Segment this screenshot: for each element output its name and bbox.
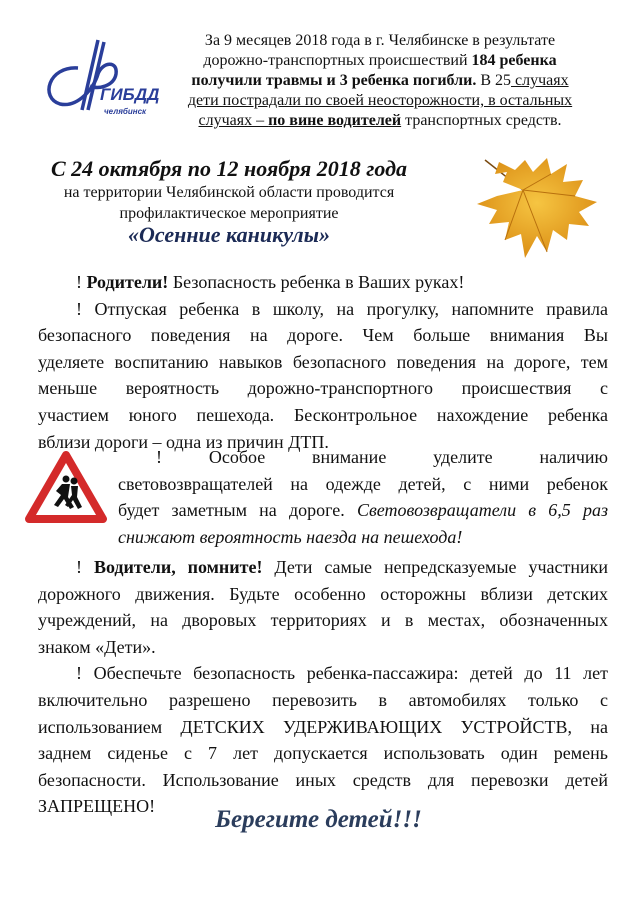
text-line bbox=[172, 111, 588, 131]
reflectors-paragraph bbox=[118, 444, 608, 550]
text-line bbox=[38, 714, 608, 741]
text-segment: безопасности. Использование иных средств для перевозки детей bbox=[38, 769, 608, 790]
text-segment: случаях bbox=[511, 72, 569, 89]
text-segment: будет заметным на дороге. bbox=[118, 500, 357, 521]
text-line bbox=[38, 767, 608, 794]
text-segment: ! Особое внимание уделите наличию bbox=[156, 447, 608, 467]
text-segment: заднем сиденье с 7 лет допускается использовать один ремень bbox=[38, 743, 608, 764]
text-line bbox=[118, 471, 608, 498]
text-segment: ЗАПРЕЩЕНО! bbox=[38, 796, 156, 817]
text-segment: С 24 октября по 12 ноября 2018 года bbox=[50, 156, 408, 181]
text-line bbox=[38, 607, 608, 634]
text-segment: случаях – bbox=[198, 112, 269, 129]
text-line bbox=[38, 402, 608, 429]
text-line bbox=[38, 375, 608, 402]
text-segment: ! Обеспечьте безопасность ребенка-пассажира: детей до 11 лет bbox=[76, 663, 608, 684]
text-segment: транспортных средств. bbox=[401, 112, 562, 129]
text-line bbox=[38, 687, 608, 714]
children-warning-sign-icon bbox=[26, 451, 106, 523]
text-segment: световозвращателей на одежде детей, с ними ребенок bbox=[118, 473, 608, 494]
text-line bbox=[118, 497, 608, 524]
gibdd-logo bbox=[38, 38, 160, 118]
intro-paragraph bbox=[172, 31, 588, 131]
drivers-paragraph bbox=[38, 554, 608, 820]
text-segment: по вине водителей bbox=[268, 112, 402, 129]
text-line bbox=[38, 740, 608, 767]
text-segment: участием юного пешехода. Бесконтрольное нахождение ребенка bbox=[38, 404, 608, 425]
parents-paragraph bbox=[38, 269, 608, 455]
text-segment: дорожного движения. Будьте особенно осторожны вблизи детских bbox=[38, 583, 608, 604]
text-segment: уделяете воспитанию навыков безопасного поведения на дороге, тем bbox=[38, 351, 608, 372]
text-line bbox=[38, 581, 608, 608]
text-segment: Родители! bbox=[86, 272, 169, 292]
text-segment: Водители, помните! bbox=[93, 557, 263, 577]
text-segment: снижают вероятность наезда на пешехода! bbox=[118, 526, 463, 547]
text-line bbox=[38, 660, 608, 687]
event-announcement bbox=[40, 158, 418, 248]
text-segment: включительно разрешено перевозить в автомобилях только с bbox=[38, 689, 608, 710]
text-segment: ! bbox=[76, 557, 94, 577]
closing-slogan: Берегите детей!!! bbox=[215, 806, 422, 833]
text-line bbox=[40, 224, 418, 248]
text-segment: ! bbox=[76, 272, 87, 292]
text-segment: дорожно-транспортных происшествий bbox=[203, 52, 472, 69]
text-line bbox=[40, 182, 418, 203]
text-line bbox=[172, 51, 588, 71]
svg-text:ГИБДД: ГИБДД bbox=[100, 85, 160, 104]
text-segment: 184 ребенка bbox=[471, 52, 557, 69]
text-segment: профилактическое мероприятие bbox=[119, 205, 339, 222]
text-line bbox=[172, 91, 588, 111]
text-line bbox=[40, 203, 418, 224]
text-segment: безопасного поведения на дороге. Чем больше внимания Вы bbox=[38, 325, 608, 346]
text-segment: получили травмы и 3 ребенка погибли. bbox=[191, 72, 477, 89]
text-line bbox=[38, 349, 608, 376]
text-line bbox=[38, 554, 608, 581]
svg-text:челябинск: челябинск bbox=[104, 107, 147, 116]
text-segment: знаком «Дети». bbox=[38, 636, 156, 657]
text-line bbox=[38, 269, 608, 296]
text-segment: Световозвращатели в 6,5 раз bbox=[356, 500, 608, 521]
text-segment: Безопасность ребенка в Ваших руках! bbox=[168, 272, 465, 292]
text-segment: ! Отпуская ребенка в школу, на прогулку, напомните правила bbox=[76, 298, 608, 319]
text-segment: на территории Челябинской области проводится bbox=[63, 184, 395, 201]
text-segment: учреждений, на дворовых территориях и в местах, обозначенных bbox=[38, 610, 608, 631]
text-segment: меньше вероятность дорожно-транспортного происшествия с bbox=[38, 378, 608, 399]
text-segment: вблизи дороги – одна из причин ДТП. bbox=[38, 431, 329, 452]
text-line bbox=[38, 322, 608, 349]
text-line bbox=[38, 296, 608, 323]
text-segment: За 9 месяцев 2018 года в г. Челябинске в результате bbox=[204, 32, 556, 49]
text-segment: В 25 bbox=[476, 72, 511, 89]
text-line bbox=[40, 158, 418, 182]
text-segment: использованием ДЕТСКИХ УДЕРЖИВАЮЩИХ УСТРОЙСТВ, на bbox=[38, 716, 608, 737]
text-line bbox=[118, 524, 608, 551]
text-line bbox=[172, 71, 588, 91]
maple-leaf-image bbox=[455, 152, 605, 262]
text-line bbox=[38, 634, 608, 661]
text-segment: «Осенние каникулы» bbox=[128, 222, 330, 247]
text-segment: Дети самые непредсказуемые участники bbox=[262, 557, 609, 577]
text-line bbox=[118, 444, 608, 471]
text-line bbox=[172, 31, 588, 51]
text-segment: дети пострадали по своей неосторожности, в остальных bbox=[187, 92, 573, 109]
